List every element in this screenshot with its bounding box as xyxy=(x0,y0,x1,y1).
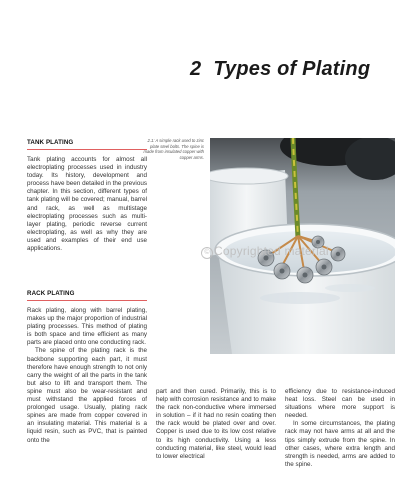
tank-paragraph: Tank plating accounts for almost all electroplating processes used in industry today. Its history, development and process have been detailed in the previous chapter. In this section, different types of tank plating will be covered; manual, barrel and rack, as well as multistage electroplating processes such as multi-layer plating, periodic reverse current electroplating, as well as why they are used and examples of their end use applications. xyxy=(27,156,147,253)
rack-plating-heading: RACK PLATING xyxy=(27,290,75,297)
watermark-text: Copyrighted material xyxy=(214,244,329,258)
copyright-watermark xyxy=(201,244,329,259)
rack-paragraph-5: In some circumstances, the plating rack may not have arms at all and the tips simply extrude from the spine. In other cases, where extra length and strength is needed, arms are added to the spine. xyxy=(285,420,395,468)
rack-plating-column-3 xyxy=(285,388,395,469)
rack-paragraph-2: The spine of the plating rack is the backbone supporting each part, it must therefore have enough strength to not only carry the weight of all the parts in the tank but also to lift and transport them. The spine must also be wear-resistant and must withstand the applied forces of prolonged usage. Usually, plating rack spines are made from copper covered in an insulating material. This material is a liquid resin, such as PVC, that is painted onto the xyxy=(27,347,147,444)
rack-paragraph-4: efficiency due to resistance-induced heat loss. Steel can be used in situations where more support is needed. xyxy=(285,388,395,420)
tank-plating-rule xyxy=(27,149,147,150)
figure-caption: 2.1: A simple rack used to zinc plate steel bolts. The spine is made from insulated copper with copper arms. xyxy=(143,138,204,160)
rack-plating-column-1 xyxy=(27,307,147,445)
rack-plating-column-2 xyxy=(156,388,276,461)
chapter-title xyxy=(190,58,370,81)
tank-plating-heading: TANK PLATING xyxy=(27,139,74,146)
chapter-heading: Types of Plating xyxy=(213,58,371,80)
rack-paragraph-3: part and then cured. Primarily, this is to help with corrosion resistance and to make the rack non-conductive where immersed in solution – if it had no resin coating then the rack would be plated over and over. Copper is used due to its low cost relative to its high conductivity. Using a less conducting material, like steel, would lead to lower electrical xyxy=(156,388,276,460)
tank-plating-text xyxy=(27,156,147,253)
chapter-number: 2 xyxy=(190,58,202,80)
rack-paragraph-1: Rack plating, along with barrel plating, makes up the major proportion of industrial plating processes. This method of plating is both space and time efficient as many parts are placed onto one conducting rack. xyxy=(27,307,147,347)
rack-plating-rule xyxy=(27,300,147,301)
copyright-icon: © xyxy=(201,247,213,259)
